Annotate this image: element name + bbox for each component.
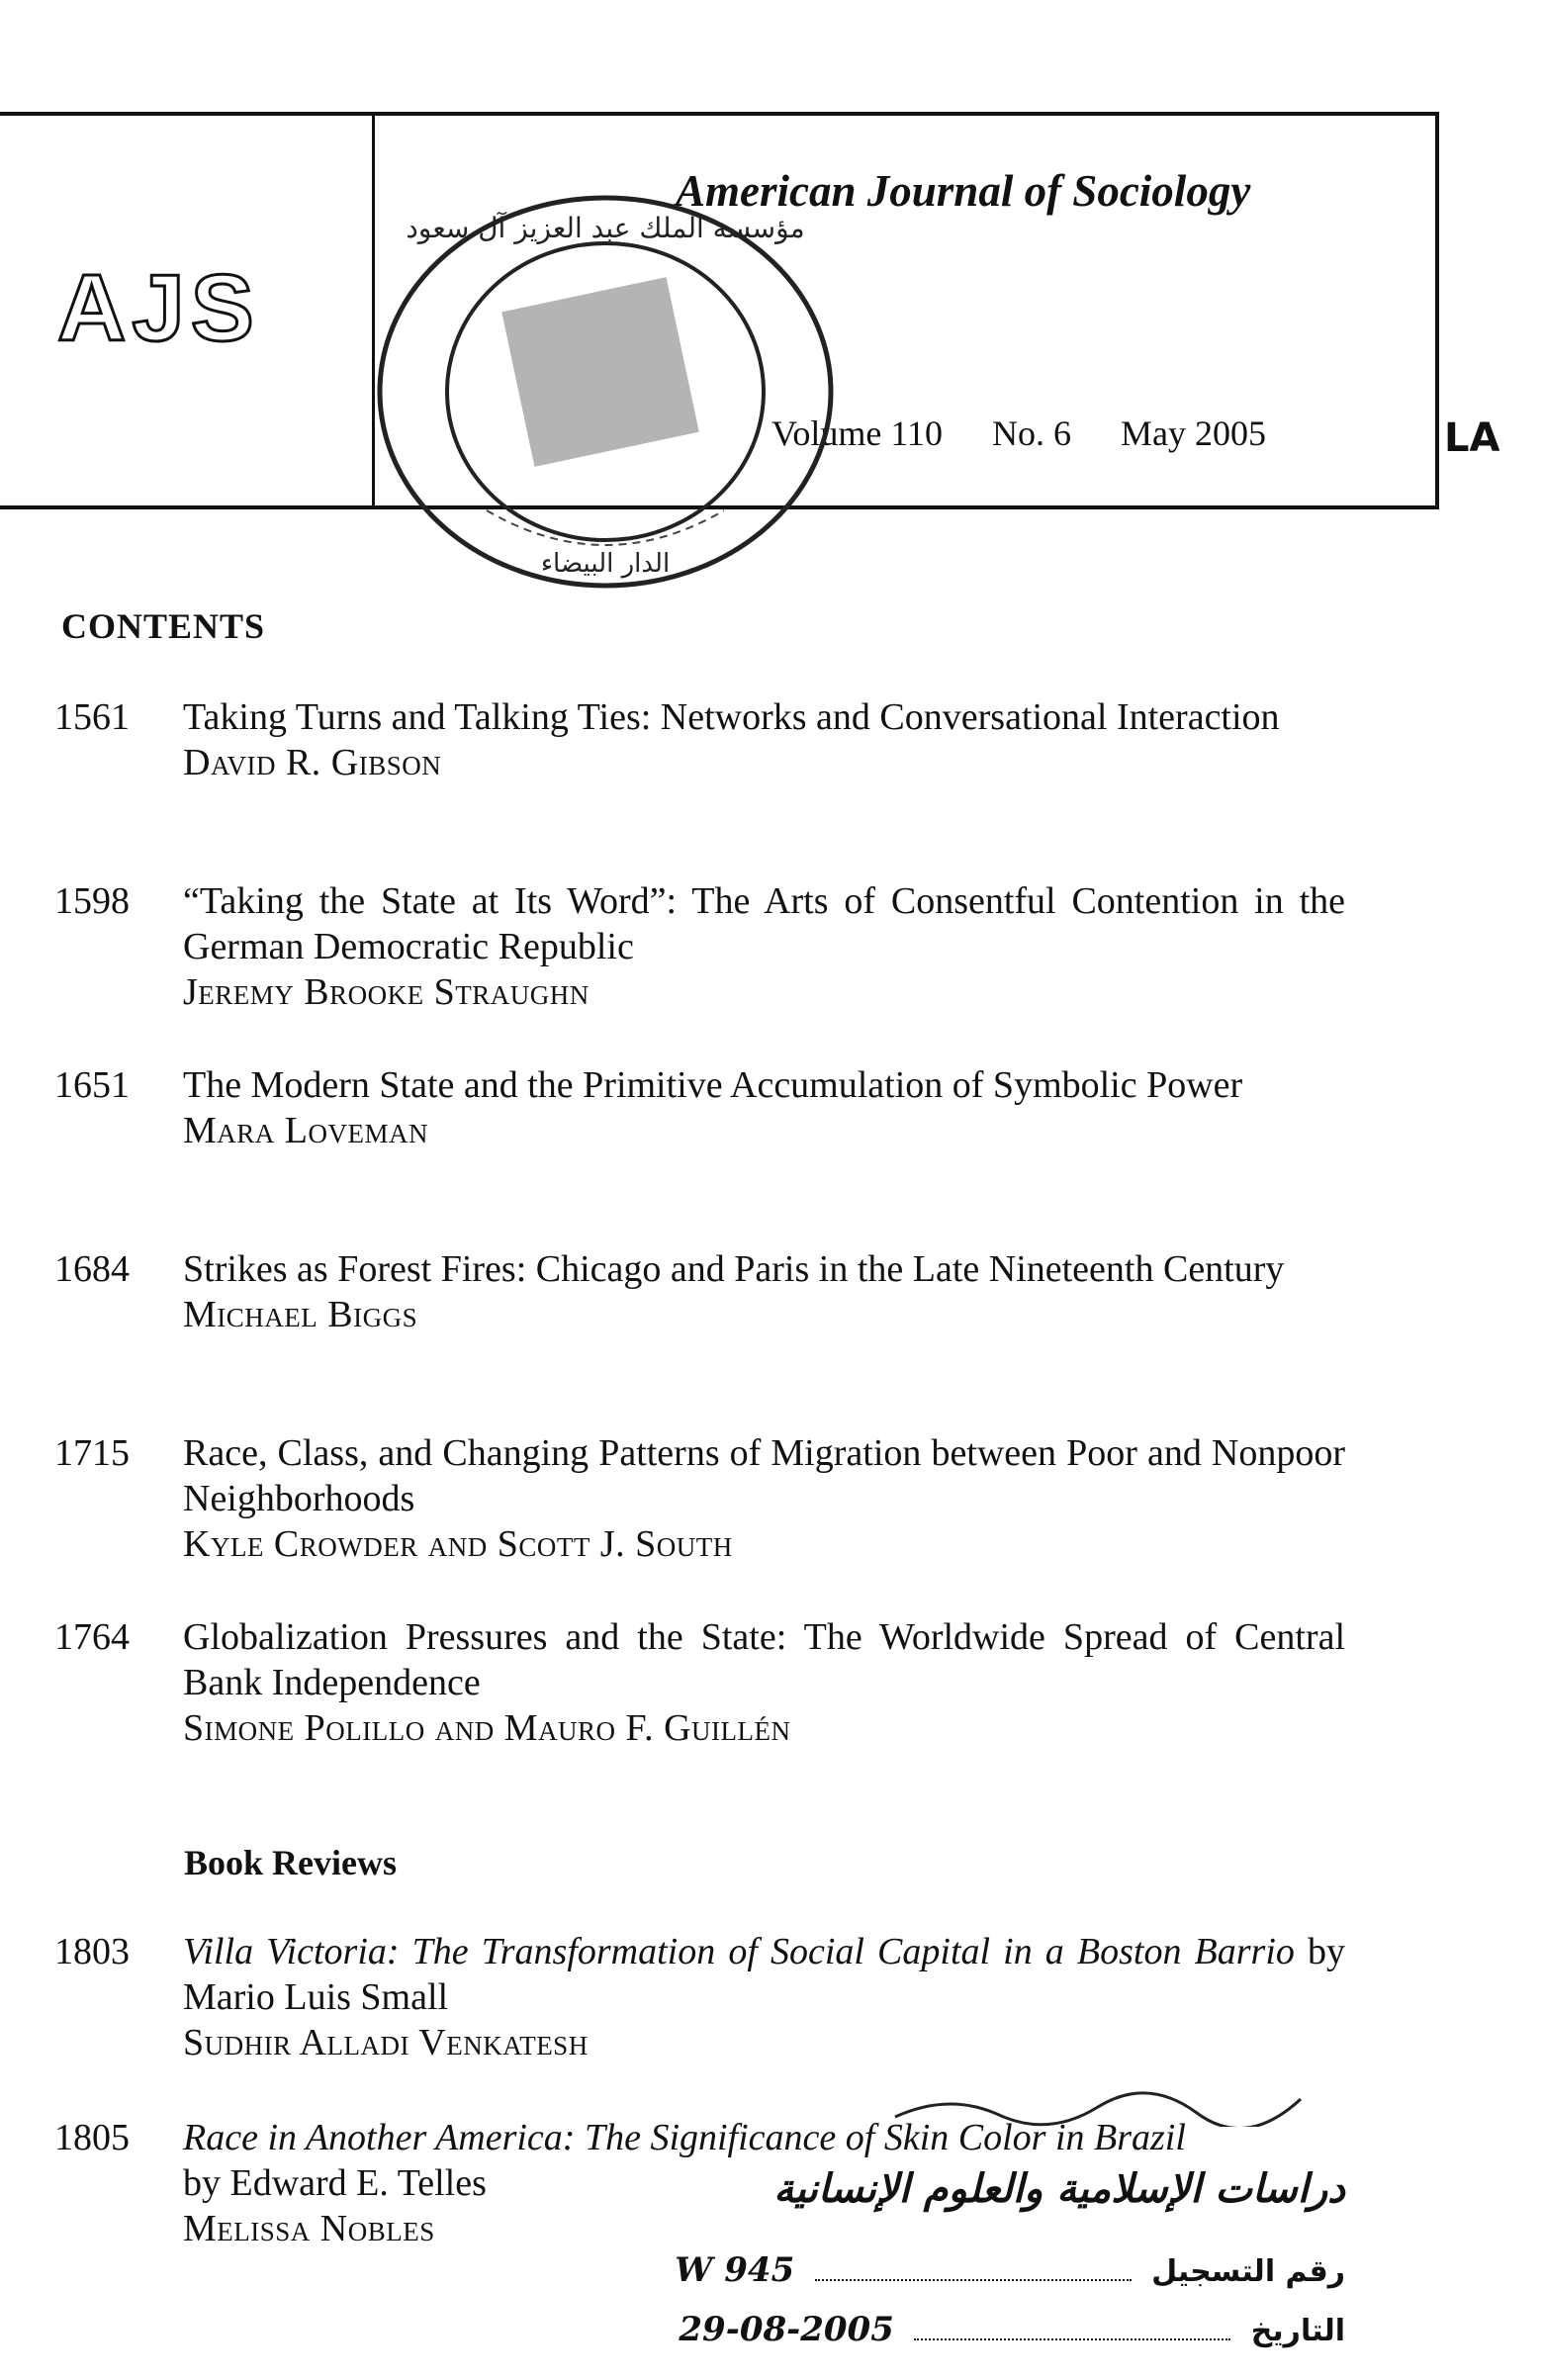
article-title: “Taking the State at Its Word”: The Arts of Consentful Contention in the German Democratic Republic (183, 880, 1345, 967)
book-reviews-heading: Book Reviews (184, 1843, 397, 1882)
article-title: The Modern State and the Primitive Accumulation of Symbolic Power (183, 1064, 1243, 1106)
registration-stamp (623, 2067, 1355, 2364)
journal-logo: AJS (57, 255, 260, 361)
article-title: Taking Turns and Talking Ties: Networks and Conversational Interaction (183, 696, 1280, 738)
article-author: Simone Polillo and Mauro F. Guillén (183, 1707, 791, 1749)
article-page: 1684 (54, 1248, 130, 1290)
stamp-top-text: مؤسسة الملك عبد العزيز آل سعود (406, 212, 805, 244)
registration-number: W 945 (675, 2250, 795, 2290)
review-page: 1805 (54, 2117, 130, 2158)
institution-name: دراسات الإسلامية والعلوم الإنسانية (773, 2166, 1345, 2212)
article-author: Michael Biggs (183, 1294, 418, 1335)
article-title: Strikes as Forest Fires: Chicago and Paris in the Late Nineteenth Century (183, 1248, 1285, 1290)
review-page: 1803 (54, 1931, 130, 1972)
article-page: 1561 (54, 696, 130, 738)
contents-heading: CONTENTS (61, 606, 266, 646)
article-author: Jeremy Brooke Straughn (183, 971, 590, 1013)
date-label: التاريخ (1250, 2314, 1345, 2348)
article-page: 1715 (54, 1432, 130, 1474)
registration-number-line (675, 2250, 1345, 2290)
article-author: David R. Gibson (183, 742, 442, 783)
registration-date: 29-08-2005 (679, 2310, 894, 2349)
registration-label: رقم التسجيل (1151, 2254, 1345, 2289)
article-page: 1598 (54, 880, 130, 922)
article-title: Race, Class, and Changing Patterns of Migration between Poor and Nonpoor Neighborhoods (183, 1432, 1345, 1519)
reviewer: Melissa Nobles (183, 2208, 435, 2249)
margin-handwritten-note: LA (1444, 415, 1500, 461)
article-author: Kyle Crowder and Scott J. South (183, 1523, 733, 1565)
review-book-author: by Edward E. Telles (183, 2162, 487, 2204)
journal-title: American Journal of Sociology (676, 166, 1251, 216)
review-book-title: Villa Victoria: The Transformation of Social Capital in a Boston Barrio (183, 1931, 1295, 1972)
registration-date-line (679, 2310, 1345, 2349)
library-stamp (368, 194, 843, 607)
review-book-title: Race in Another America: The Significance of Skin Color in Brazil (183, 2117, 1186, 2158)
handwritten-scribble (890, 2087, 1306, 2127)
article-page: 1764 (54, 1616, 130, 1658)
review-book-author: by Mario Luis Small (183, 1931, 1345, 2018)
stamp-bottom-text: الدار البيضاء (540, 549, 671, 579)
issue-date: May 2005 (1121, 413, 1267, 453)
article-title: Globalization Pressures and the State: The Worldwide Spread of Central Bank Independence (183, 1616, 1345, 1703)
issue-number: No. 6 (992, 413, 1072, 453)
reviewer: Sudhir Alladi Venkatesh (183, 2022, 589, 2063)
article-author: Mara Loveman (183, 1110, 428, 1151)
issue-info (771, 412, 1266, 454)
volume: Volume 110 (771, 413, 944, 453)
article-page: 1651 (54, 1064, 130, 1106)
